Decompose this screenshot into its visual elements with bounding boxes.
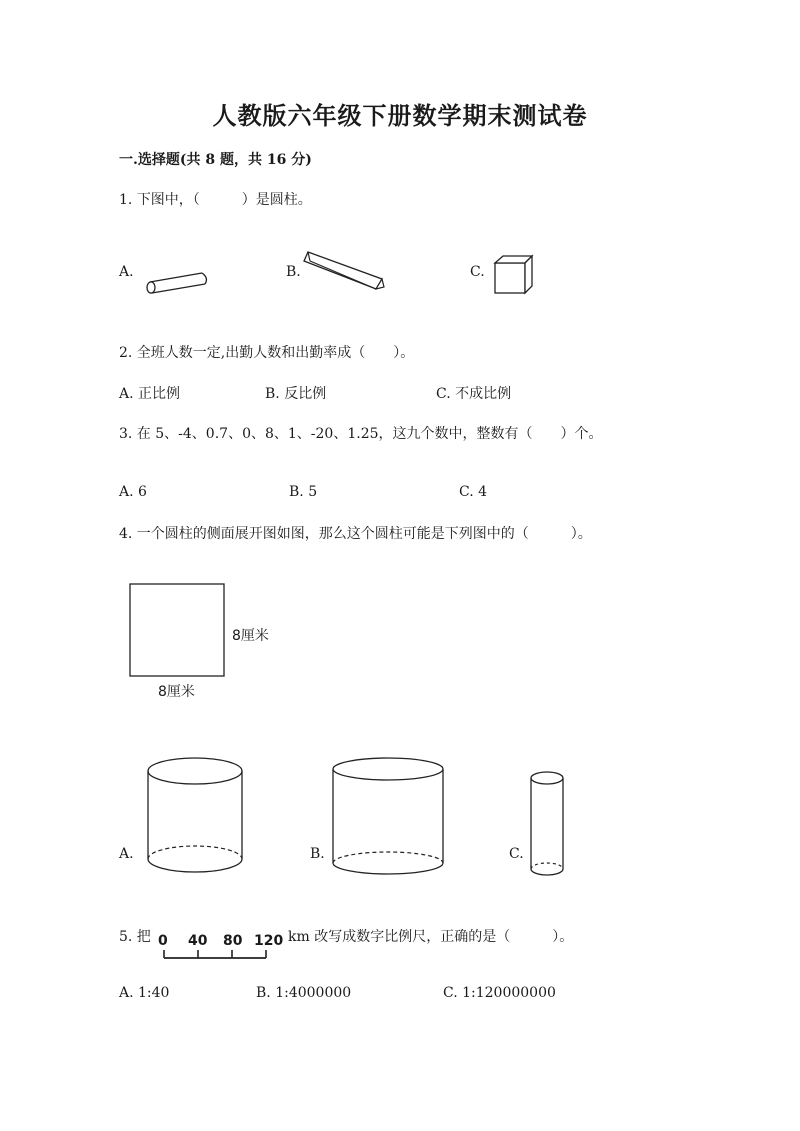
scale-bar-figure	[160, 948, 272, 962]
side-unfold-square	[129, 583, 225, 677]
q3-option-b: B. 5	[289, 484, 318, 500]
q2-option-b: B. 反比例	[265, 386, 327, 402]
question-5-text-before: 5. 把	[119, 929, 151, 945]
square-side-label: 8厘米	[232, 628, 269, 644]
scale-tick-120: 120	[254, 933, 284, 949]
q2-option-c: C. 不成比例	[436, 386, 512, 402]
cylinder-b-figure	[332, 757, 447, 879]
scale-tick-80: 80	[223, 933, 243, 949]
question-2-text: 2. 全班人数一定,出勤人数和出勤率成（ ）。	[119, 345, 415, 361]
q5-option-c: C. 1:120000000	[443, 985, 556, 1001]
q4-option-c-label: C.	[509, 846, 524, 862]
q3-option-a: A. 6	[119, 484, 147, 500]
q1-option-a-label: A.	[119, 264, 134, 280]
q5-option-a: A. 1:40	[119, 985, 170, 1001]
q1-option-b-label: B.	[286, 264, 301, 280]
q3-option-c: C. 4	[459, 484, 488, 500]
cube-figure	[493, 254, 535, 296]
scale-tick-40: 40	[188, 933, 208, 949]
square-bottom-label: 8厘米	[158, 684, 195, 700]
scale-tick-0: 0	[158, 933, 168, 949]
section-heading: 一.选择题(共 8 题，共 16 分)	[119, 152, 312, 168]
triangular-prism-figure	[302, 249, 387, 293]
q1-option-c-label: C.	[470, 264, 485, 280]
cylinder-c-figure	[529, 771, 565, 879]
question-5-text-after: km 改写成数字比例尺，正确的是（ ）。	[288, 929, 574, 945]
question-3-text: 3. 在 5、-4、0.7、0、8、1、-20、1.25，这九个数中，整数有（ ）个。	[119, 426, 603, 442]
question-4-text: 4. 一个圆柱的侧面展开图如图，那么这个圆柱可能是下列图中的（ ）。	[119, 526, 592, 542]
q4-option-b-label: B.	[310, 846, 325, 862]
cylinder-a-figure	[147, 756, 245, 876]
q5-option-b: B. 1:4000000	[256, 985, 352, 1001]
question-1-text: 1. 下图中，（ ）是圆柱。	[119, 192, 312, 208]
cylinder-rod-figure	[140, 268, 212, 298]
q4-option-a-label: A.	[119, 846, 134, 862]
q2-option-a: A. 正比例	[119, 386, 181, 402]
page-title: 人教版六年级下册数学期末测试卷	[212, 101, 588, 130]
